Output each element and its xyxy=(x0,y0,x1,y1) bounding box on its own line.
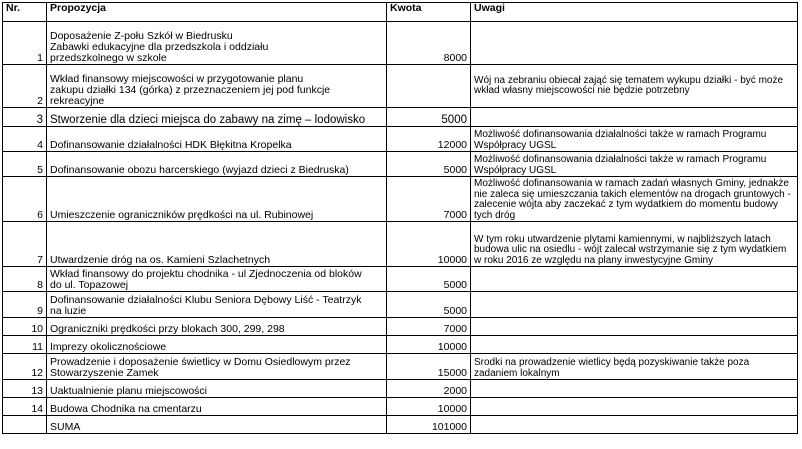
row-remarks xyxy=(471,398,798,416)
row-remarks xyxy=(471,22,798,65)
table-row xyxy=(3,177,798,222)
row-remarks xyxy=(471,380,798,398)
proposal-line: zakupu działki 134 (górka) z przeznaczeniem jej pod funkcje xyxy=(50,84,331,96)
row-amount: 15000 xyxy=(387,354,471,380)
row-remarks: Możliwość dofinansowania w ramach zadań własnych Gminy, jednakże nie zaleca się umieszczania takich elementów na drogach gruntowych - zalecenie wójta aby zaczekać z tym wydatkiem do momentu budowy tych dróg xyxy=(471,177,798,222)
proposal-line: Wkład finansowy miejscowości w przygotowanie planu xyxy=(50,73,304,85)
row-remarks xyxy=(471,318,798,336)
row-amount: 10000 xyxy=(387,336,471,354)
row-amount: 5000 xyxy=(387,292,471,318)
proposal-line: do ul. Topazowej xyxy=(50,279,129,291)
table-row xyxy=(3,354,798,380)
header-kwota: Kwota xyxy=(387,3,471,22)
proposal-line: Wkład finansowy do projektu chodnika - ul Zjednoczenia od bloków xyxy=(50,268,362,280)
row-proposal xyxy=(47,354,387,380)
proposal-line: Umieszczenie ograniczników prędkości na ul. Rubinowej xyxy=(50,209,314,221)
row-amount: 10000 xyxy=(387,398,471,416)
header-propozycja: Propozycja xyxy=(47,3,387,22)
row-proposal xyxy=(47,127,387,152)
row-proposal xyxy=(47,267,387,292)
table-row xyxy=(3,292,798,318)
row-proposal xyxy=(47,380,387,398)
row-remarks: W tym roku utwardzenie plytami kamiennymi, w najbliższych latach budowa ulic na osiedlu - wójt zalecał wstrzymanie się z tym wydatkiem w roku 2016 ze względu na plany inwestycyjne Gminy xyxy=(471,222,798,267)
proposal-line: na luzie xyxy=(50,305,87,317)
proposals-table xyxy=(2,2,798,434)
header-uwagi: Uwagi xyxy=(471,3,798,22)
row-proposal xyxy=(47,65,387,108)
table-row xyxy=(3,22,798,65)
row-remarks xyxy=(471,267,798,292)
row-remarks xyxy=(471,336,798,354)
table-row xyxy=(3,267,798,292)
row-proposal xyxy=(47,336,387,354)
row-amount: 12000 xyxy=(387,127,471,152)
table-row xyxy=(3,380,798,398)
row-number: 12 xyxy=(3,354,47,380)
row-amount: 8000 xyxy=(387,22,471,65)
table-row xyxy=(3,152,798,177)
row-proposal xyxy=(47,222,387,267)
summary-row xyxy=(3,416,798,434)
row-number: 1 xyxy=(3,22,47,65)
row-number: 10 xyxy=(3,318,47,336)
row-remarks xyxy=(471,292,798,318)
row-proposal xyxy=(47,22,387,65)
row-number: 6 xyxy=(3,177,47,222)
row-amount: 5000 xyxy=(387,152,471,177)
proposal-line: Utwardzenie dróg na os. Kamieni Szlachetnych xyxy=(50,254,271,266)
row-number: 3 xyxy=(3,108,47,127)
row-proposal xyxy=(47,318,387,336)
header-row xyxy=(3,3,798,22)
row-remarks: Srodki na prowadzenie wietlicy będą pozyskiwanie także poza zadaniem lokalnym xyxy=(471,354,798,380)
row-proposal xyxy=(47,108,387,127)
summary-label: SUMA xyxy=(47,416,387,434)
row-proposal xyxy=(47,398,387,416)
proposal-line: Dofinansowanie działalności HDK Błękitna Kropelka xyxy=(50,139,292,151)
table-row xyxy=(3,65,798,108)
proposal-line: Prowadzenie i doposażenie świetlicy w Domu Osiedlowym przez xyxy=(50,356,351,368)
row-amount: 2000 xyxy=(387,380,471,398)
row-amount: 7000 xyxy=(387,318,471,336)
row-amount: 10000 xyxy=(387,222,471,267)
summary-number xyxy=(3,416,47,434)
summary-amount: 101000 xyxy=(387,416,471,434)
proposal-line: Dofinansowanie obozu harcerskiego (wyjazd dzieci z Biedruska) xyxy=(50,164,349,176)
row-number: 14 xyxy=(3,398,47,416)
row-number: 8 xyxy=(3,267,47,292)
proposal-line: Stowarzyszenie Zamek xyxy=(50,367,159,379)
table-row xyxy=(3,222,798,267)
proposal-line: Imprezy okolicznościowe xyxy=(50,341,167,353)
row-number: 5 xyxy=(3,152,47,177)
proposal-line: Stworzenie dla dzieci miejsca do zabawy na zimę – lodowisko xyxy=(50,114,366,126)
proposal-line: przedszkolnego w szkole xyxy=(50,52,167,64)
row-remarks: Możliwość dofinansowania działalności także w ramach Programu Współpracy UGSL xyxy=(471,152,798,177)
row-number: 13 xyxy=(3,380,47,398)
row-amount: 7000 xyxy=(387,177,471,222)
row-proposal xyxy=(47,177,387,222)
table-row xyxy=(3,108,798,127)
row-amount: 5000 xyxy=(387,267,471,292)
header-nr: Nr. xyxy=(3,3,47,22)
row-proposal xyxy=(47,152,387,177)
row-number: 2 xyxy=(3,65,47,108)
proposal-line: Zabawki edukacyjne dla przedszkola i oddziału xyxy=(50,41,269,53)
row-amount: 5000 xyxy=(387,108,471,127)
row-number: 11 xyxy=(3,336,47,354)
row-number: 9 xyxy=(3,292,47,318)
proposal-line: Uaktualnienie planu miejscowości xyxy=(50,385,207,397)
row-remarks: Możliwość dofinansowania działalności także w ramach Programu Współpracy UGSL xyxy=(471,127,798,152)
proposal-line: rekreacyjne xyxy=(50,95,105,107)
row-number: 7 xyxy=(3,222,47,267)
row-remarks xyxy=(471,108,798,127)
proposal-line: Dofinansowanie działalności Klubu Seniora Dębowy Liść - Teatrzyk xyxy=(50,294,362,306)
proposal-line: Budowa Chodnika na cmentarzu xyxy=(50,403,202,415)
row-proposal xyxy=(47,292,387,318)
row-number: 4 xyxy=(3,127,47,152)
proposal-line: Ograniczniki prędkości przy blokach 300, 299, 298 xyxy=(50,323,285,335)
row-remarks: Wój na zebraniu obiecał zająć się tematem wykupu działki - być może wkład własny miejscowości nie będzie potrzebny xyxy=(471,65,798,108)
table-row xyxy=(3,398,798,416)
table-row xyxy=(3,318,798,336)
summary-remarks xyxy=(471,416,798,434)
table-row xyxy=(3,127,798,152)
table-row xyxy=(3,336,798,354)
row-amount xyxy=(387,65,471,108)
proposal-line: Doposażenie Z-połu Szkół w Biedrusku xyxy=(50,30,233,42)
